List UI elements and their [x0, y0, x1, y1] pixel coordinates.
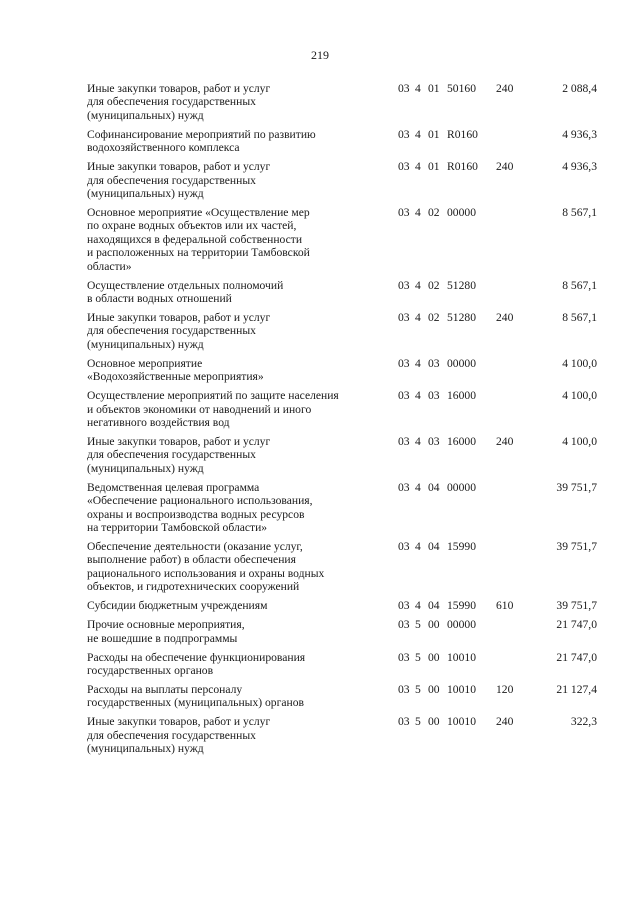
main-activity-code: 02: [428, 310, 440, 324]
subprogram-code: 5: [415, 682, 421, 696]
direction-code: 00000: [447, 205, 476, 219]
main-activity-code: 04: [428, 599, 440, 613]
amount: 21 747,0: [556, 618, 597, 632]
description-line: Расходы на выплаты персоналу: [87, 682, 243, 696]
row-description: [87, 435, 387, 475]
main-activity-code: 02: [428, 278, 440, 292]
direction-code: R0160: [447, 127, 478, 141]
section-code: 03: [398, 715, 410, 729]
description-line: негативного воздействия вод: [87, 415, 230, 429]
amount: 4 100,0: [562, 356, 597, 370]
description-line: на территории Тамбовской области»: [87, 520, 268, 534]
description-line: и объектов экономики от наводнений и иного: [87, 402, 312, 416]
amount: 8 567,1: [562, 205, 597, 219]
description-line: Иные закупки товаров, работ и услуг: [87, 434, 271, 448]
direction-code: 10010: [447, 715, 476, 729]
table-row: [0, 651, 640, 683]
description-line: Прочие основные мероприятия,: [87, 618, 245, 632]
main-activity-code: 02: [428, 205, 440, 219]
amount: 322,3: [570, 715, 597, 729]
section-code: 03: [398, 82, 410, 95]
description-line: Иные закупки товаров, работ и услуг: [87, 160, 271, 174]
description-line: в области водных отношений: [87, 291, 232, 305]
description-line: для обеспечения государственных: [87, 95, 256, 109]
subprogram-code: 4: [415, 434, 421, 448]
description-line: «Обеспечение рационального использования,: [87, 494, 313, 508]
amount: 21 747,0: [556, 650, 597, 664]
direction-code: 10010: [447, 650, 476, 664]
description-line: «Водохозяйственные мероприятия»: [87, 370, 264, 384]
table-row: [0, 481, 640, 540]
main-activity-code: 04: [428, 539, 440, 553]
description-line: не вошедшие в подпрограммы: [87, 631, 238, 645]
direction-code: 15990: [447, 599, 476, 613]
main-activity-code: 00: [428, 682, 440, 696]
main-activity-code: 00: [428, 618, 440, 632]
table-row: [0, 206, 640, 279]
amount: 4 936,3: [562, 160, 597, 174]
subprogram-code: 4: [415, 82, 421, 95]
row-description: [87, 683, 387, 710]
amount: 8 567,1: [562, 310, 597, 324]
subprogram-code: 5: [415, 715, 421, 729]
subprogram-code: 4: [415, 310, 421, 324]
row-description: [87, 481, 387, 535]
row-description: [87, 206, 387, 273]
row-description: [87, 651, 387, 678]
direction-code: 50160: [447, 82, 476, 95]
description-line: (муниципальных) нужд: [87, 187, 204, 200]
amount: 8 567,1: [562, 278, 597, 292]
direction-code: 51280: [447, 310, 476, 324]
main-activity-code: 03: [428, 389, 440, 403]
subprogram-code: 5: [415, 618, 421, 632]
row-description: [87, 128, 387, 155]
row-description: [87, 311, 387, 351]
description-line: Иные закупки товаров, работ и услуг: [87, 310, 271, 324]
expense-type-code: 240: [496, 310, 514, 324]
description-line: Основное мероприятие: [87, 356, 203, 370]
direction-code: 16000: [447, 434, 476, 448]
subprogram-code: 4: [415, 356, 421, 370]
description-line: для обеспечения государственных: [87, 173, 256, 187]
amount: 4 936,3: [562, 127, 597, 141]
amount: 2 088,4: [562, 82, 597, 95]
description-line: охраны и воспроизводства водных ресурсов: [87, 507, 305, 521]
section-code: 03: [398, 356, 410, 370]
description-line: (муниципальных) нужд: [87, 337, 204, 351]
direction-code: 00000: [447, 480, 476, 494]
expense-type-code: 240: [496, 715, 514, 729]
direction-code: R0160: [447, 160, 478, 174]
description-line: Софинансирование мероприятий по развитию: [87, 127, 316, 141]
subprogram-code: 4: [415, 127, 421, 141]
table-row: [0, 357, 640, 389]
description-line: (муниципальных) нужд: [87, 108, 204, 122]
direction-code: 00000: [447, 618, 476, 632]
row-description: [87, 357, 387, 384]
table-row: [0, 618, 640, 650]
main-activity-code: 01: [428, 82, 440, 95]
subprogram-code: 4: [415, 599, 421, 613]
amount: 39 751,7: [556, 480, 597, 494]
main-activity-code: 03: [428, 434, 440, 448]
direction-code: 16000: [447, 389, 476, 403]
direction-code: 00000: [447, 356, 476, 370]
main-activity-code: 04: [428, 480, 440, 494]
row-description: [87, 389, 387, 429]
amount: 39 751,7: [556, 599, 597, 613]
table-row: [0, 389, 640, 435]
section-code: 03: [398, 618, 410, 632]
section-code: 03: [398, 480, 410, 494]
table-row: [0, 279, 640, 311]
budget-table: [0, 82, 640, 761]
table-row: [0, 311, 640, 357]
description-line: водохозяйственного комплекса: [87, 141, 240, 155]
table-row: [0, 683, 640, 715]
row-description: [87, 618, 387, 645]
row-description: [87, 82, 387, 122]
description-line: Иные закупки товаров, работ и услуг: [87, 82, 271, 95]
section-code: 03: [398, 682, 410, 696]
description-line: и расположенных на территории Тамбовской: [87, 246, 310, 260]
row-description: [87, 160, 387, 200]
description-line: государственных (муниципальных) органов: [87, 696, 304, 710]
description-line: Иные закупки товаров, работ и услуг: [87, 715, 271, 729]
description-line: для обеспечения государственных: [87, 728, 256, 742]
subprogram-code: 4: [415, 539, 421, 553]
description-line: выполнение работ) в области обеспечения: [87, 553, 296, 567]
expense-type-code: 120: [496, 682, 514, 696]
expense-type-code: 240: [496, 160, 514, 174]
table-row: [0, 540, 640, 599]
subprogram-code: 5: [415, 650, 421, 664]
amount: 4 100,0: [562, 434, 597, 448]
section-code: 03: [398, 127, 410, 141]
page-number: 219: [311, 48, 329, 62]
subprogram-code: 4: [415, 480, 421, 494]
main-activity-code: 01: [428, 160, 440, 174]
subprogram-code: 4: [415, 278, 421, 292]
table-row: [0, 160, 640, 206]
amount: 4 100,0: [562, 389, 597, 403]
section-code: 03: [398, 539, 410, 553]
table-row: [0, 715, 640, 761]
description-line: объектов, и гидротехнических сооружений: [87, 580, 300, 594]
main-activity-code: 03: [428, 356, 440, 370]
description-line: по охране водных объектов или их частей,: [87, 219, 297, 233]
description-line: (муниципальных) нужд: [87, 742, 204, 756]
row-description: [87, 279, 387, 306]
direction-code: 10010: [447, 682, 476, 696]
section-code: 03: [398, 310, 410, 324]
direction-code: 51280: [447, 278, 476, 292]
description-line: Основное мероприятие «Осуществление мер: [87, 205, 310, 219]
description-line: Обеспечение деятельности (оказание услуг,: [87, 539, 303, 553]
section-code: 03: [398, 205, 410, 219]
description-line: Осуществление отдельных полномочий: [87, 278, 284, 292]
section-code: 03: [398, 599, 410, 613]
description-line: для обеспечения государственных: [87, 448, 256, 462]
table-row: [0, 435, 640, 481]
main-activity-code: 01: [428, 127, 440, 141]
description-line: Осуществление мероприятий по защите населения: [87, 389, 339, 403]
section-code: 03: [398, 434, 410, 448]
description-line: области»: [87, 259, 132, 273]
description-line: находящихся в федеральной собственности: [87, 232, 303, 246]
subprogram-code: 4: [415, 389, 421, 403]
description-line: рационального использования и охраны водных: [87, 566, 325, 580]
row-description: [87, 540, 387, 594]
amount: 21 127,4: [556, 682, 597, 696]
description-line: для обеспечения государственных: [87, 324, 256, 338]
expense-type-code: 240: [496, 434, 514, 448]
table-row: [0, 599, 640, 618]
subprogram-code: 4: [415, 160, 421, 174]
section-code: 03: [398, 278, 410, 292]
expense-type-code: 240: [496, 82, 514, 95]
amount: 39 751,7: [556, 539, 597, 553]
section-code: 03: [398, 160, 410, 174]
description-line: Субсидии бюджетным учреждениям: [87, 599, 268, 613]
row-description: [87, 599, 387, 612]
description-line: Ведомственная целевая программа: [87, 480, 260, 494]
row-description: [87, 715, 387, 755]
direction-code: 15990: [447, 539, 476, 553]
table-row: [0, 128, 640, 160]
section-code: 03: [398, 650, 410, 664]
subprogram-code: 4: [415, 205, 421, 219]
description-line: Расходы на обеспечение функционирования: [87, 650, 306, 664]
description-line: государственных органов: [87, 663, 214, 677]
main-activity-code: 00: [428, 715, 440, 729]
section-code: 03: [398, 389, 410, 403]
main-activity-code: 00: [428, 650, 440, 664]
expense-type-code: 610: [496, 599, 514, 613]
table-row: [0, 82, 640, 128]
description-line: (муниципальных) нужд: [87, 461, 204, 475]
